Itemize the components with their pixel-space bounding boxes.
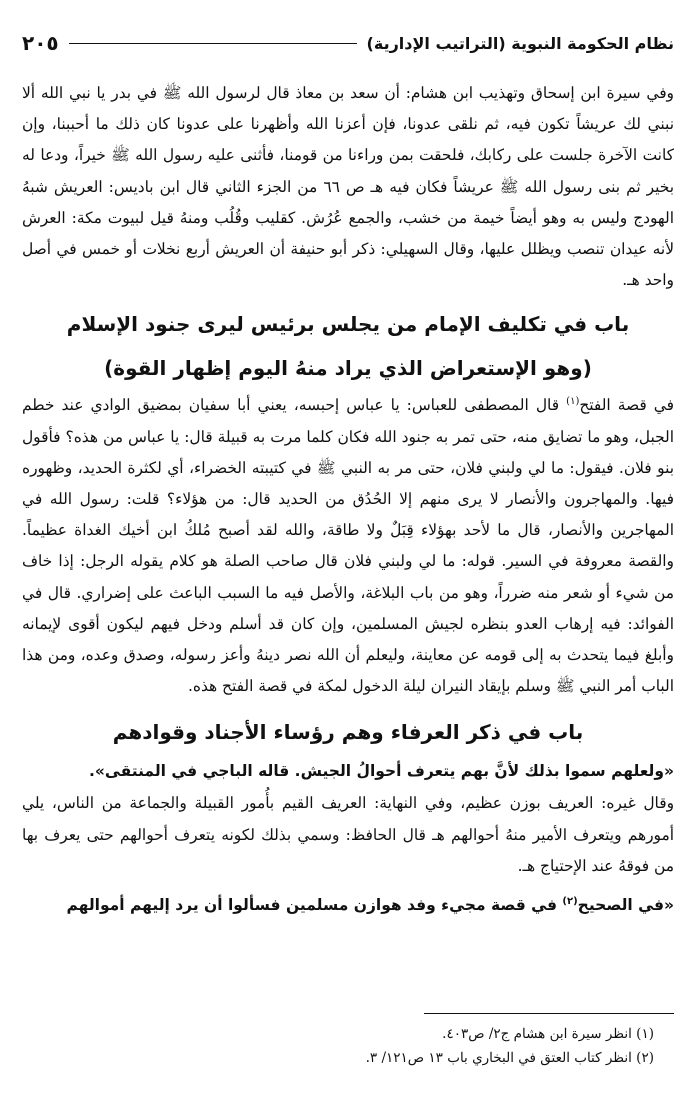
running-title: نظام الحكومة النبوية (التراتيب الإدارية) bbox=[366, 33, 674, 53]
paragraph-arish: وفي سيرة ابن إسحاق وتهذيب ابن هشام: أن سعد بن معاذ قال لرسول الله ﷺ في بدر يا نبي الله ألا نبني لك عريشاً تكون فيه، ثم نلقى عدونا، فإن أعزنا الله وأظهرنا على عدونا كان ذلك ما أحببنا، وإن كانت الآخرة جلست على ركابك، فلحقت بمن وراءنا من قومنا، فأثنى عليه رسول الله ﷺ خيراً، ودعا له بخير ثم بنى رسول الله ﷺ عريشاً فكان فيه هـ ص ٦٦ من الجزء الثاني قال ابن باديس: العريش شبهُ الهودج وليس به وهو أيضاً خيمة من خشب، والجمع عُرُش. كقليب وقُلُب ومنهُ قيل لبيوت مكة: العرش لأنه عيدان تنصب ويظلل عليها، وقال السهيلي: ذكر أبو حنيفة أن العريش أربع نخلات أو خمس في أصل واحد هـ. bbox=[22, 84, 674, 290]
footnotes bbox=[22, 1022, 654, 1070]
footnote-mark-2: (٢) bbox=[562, 895, 578, 907]
paragraph-conquest bbox=[22, 390, 674, 702]
quote-sahih bbox=[22, 888, 674, 922]
chapter-heading-review: باب في تكليف الإمام من يجلس برئيس ليرى جنود الإسلام bbox=[66, 312, 630, 337]
paragraph-arif: وقال غيره: العريف بوزن عظيم، وفي النهاية: العريف القيم بأُمور القبيلة والجماعة من الناس، يلي أمورهم ويتعرف الأمير منهُ أحوالهم هـ قال الحافظ: وسمي بذلك لكونه يتعرف أحوالهم حتى يعرف بها من فوقهُ عند الإحتياج هـ. bbox=[22, 794, 674, 875]
footnote-rule bbox=[424, 1013, 674, 1014]
footnote-2: (٢) انظر كتاب العتق في البخاري باب ١٣ ص١٢١/ ٣. bbox=[365, 1050, 654, 1066]
page-body bbox=[22, 78, 674, 922]
chapter-heading-urafa: باب في ذكر العرفاء وهم رؤساء الأجناد وقوادهم bbox=[112, 720, 584, 745]
quote-sahih-rest: في قصة مجيء وفد هوازن مسلمين فسألوا أن يرد إليهم أموالهم bbox=[66, 896, 563, 915]
paragraph-conquest-start: في قصة الفتح bbox=[579, 396, 674, 415]
footnote-mark-1: (١) bbox=[566, 396, 580, 408]
paragraph-conquest-rest: قال المصطفى للعباس: يا عباس إحبسه، يعني أبا سفيان بمضيق الوادي عند خطم الجبل، وهو ما تضايق منه، حتى تمر به جنود الله فكان كلما مرت به قبيلة قال: يا عباس من هذه؟ فأقول بنو فلان. فيقول: ما لي ولبني فلان، حتى مر به النبي ﷺ في كتيبته الخضراء، أي لكثرة الحديد، وظهوره فيها. والمهاجرون والأنصار لا يرى منهم إلا الحُدُق من الحديد قال: من هؤلاء؟ قلت: رسول الله في المهاجرين والأنصار، قال ما لأحد بهؤلاء قِبَلٌ ولا طاقة، والله لقد أصبح مُلكُ ابن أخيك الغداة عظيماً. والقصة معروفة في السير. قوله: ما لي ولبني فلان قال صاحب الصلة هو كلام يقوله الرجل: إذا خاف من شيء أو شعر منه ضرراً، وهو من باب البلاغة، والأصل فيه ما السبب الباعث على إضراري. قال في الفوائد: فيه إرهاب العدو بنظره لجيش المسلمين، وإن كان قد أسلم ودخل فيهم ليكون أقوى لإيمانه وأبلغ فيما يتحدث به إلى قومه عن معاينة، وليعلم أن الله نصر دينهُ وأعز رسوله، وصدق وعده، ومن هذا الباب أمر النبي ﷺ وسلم بإيقاد النيران ليلة الدخول لمكة في قصة الفتح هذه. bbox=[22, 396, 674, 696]
chapter-subheading-review: (وهو الإستعراض الذي يراد منهُ اليوم إظهار القوة) bbox=[104, 356, 592, 381]
header-rule bbox=[69, 43, 357, 44]
quote-baji: «ولعلهم سموا بذلك لأنَّ بهم يتعرف أحوالُ الجيش. قاله الباجي في المنتقى». bbox=[89, 762, 674, 781]
footnote-1: (١) انظر سيرة ابن هشام ج٢/ ص٤٠٣. bbox=[442, 1026, 654, 1042]
page-number: ٢٠٥ bbox=[22, 31, 59, 55]
quote-sahih-start: «في الصحيح bbox=[577, 896, 674, 915]
page-header bbox=[22, 28, 674, 58]
